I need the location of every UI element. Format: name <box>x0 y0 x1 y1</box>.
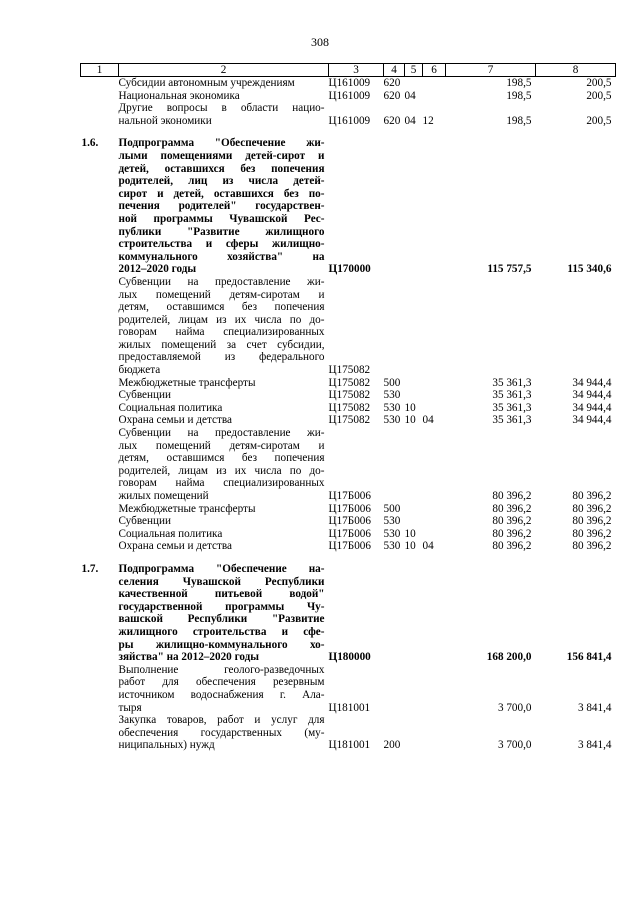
item-name-line: жилищного строительства и сфе- <box>118 625 325 638</box>
target-code: Ц17Б006 <box>328 502 371 515</box>
amount-col7: 3 700,0 <box>497 701 532 714</box>
table-row <box>81 414 616 427</box>
expense-type: 530 <box>383 515 401 528</box>
target-code: Ц170000 <box>328 263 371 276</box>
section-number <box>81 402 119 415</box>
item-name <box>119 714 329 752</box>
target-code: Ц181001 <box>328 701 371 714</box>
subsection-code <box>423 402 446 415</box>
item-name <box>119 427 329 503</box>
table-row <box>81 427 616 503</box>
item-name-line: Закупка товаров, работ и услуг для <box>118 714 325 727</box>
section-code <box>405 503 423 516</box>
section-number <box>81 77 119 90</box>
table-header-row <box>81 64 616 77</box>
section-code <box>405 515 423 528</box>
item-name-line: селения Чувашской Республики <box>118 575 325 588</box>
target-code: Ц17Б006 <box>328 515 371 528</box>
table-row <box>81 664 616 714</box>
section-code <box>405 377 423 390</box>
expense-type <box>384 137 405 276</box>
item-name-line: Субвенции на предоставление жи- <box>118 427 325 440</box>
section-number <box>81 528 119 541</box>
expense-type: 620 <box>383 114 401 127</box>
subprogram-row <box>81 137 616 276</box>
subsection-code <box>423 377 446 390</box>
item-name <box>119 402 329 415</box>
item-name-line: Субвенции на предоставление жи- <box>118 275 325 288</box>
amount-col8: 80 396,2 <box>572 502 612 515</box>
subsection-code: 12 <box>422 114 434 127</box>
subsection-code <box>423 503 446 516</box>
table-row <box>81 377 616 390</box>
amount-col8: 115 340,6 <box>567 263 612 276</box>
section-code <box>405 714 423 752</box>
section-code: 10 <box>404 540 416 553</box>
table-row <box>81 402 616 415</box>
spacer-cell <box>81 127 616 137</box>
subsection-code <box>423 515 446 528</box>
amount-col8: 34 944,4 <box>572 376 612 389</box>
section-number <box>81 389 119 402</box>
amount-col8: 34 944,4 <box>572 389 612 402</box>
expense-type: 530 <box>383 401 401 414</box>
expense-type: 200 <box>383 739 401 752</box>
column-header: 1 <box>81 64 119 77</box>
amount-col7: 198,5 <box>506 114 532 127</box>
column-header: 7 <box>446 64 536 77</box>
subsection-code <box>423 714 446 752</box>
expense-type: 620 <box>383 77 401 89</box>
item-name-line: сирот и детей, оставшихся без по- <box>118 187 325 200</box>
subsection-code <box>423 528 446 541</box>
subsection-code <box>423 563 446 664</box>
section-code: 04 <box>404 114 416 127</box>
target-code: Ц161009 <box>328 89 371 102</box>
subsection-code <box>423 276 446 377</box>
section-code: 10 <box>404 401 416 414</box>
target-code: Ц175082 <box>328 401 371 414</box>
section-number <box>81 664 119 714</box>
item-name-line: говорам найма специализированных <box>118 477 325 490</box>
section-spacer <box>81 127 616 137</box>
section-code <box>405 137 423 276</box>
item-name-line: строительства и сферы жилищно- <box>118 238 325 251</box>
item-name <box>119 540 329 553</box>
item-name <box>119 664 329 714</box>
section-number <box>81 414 119 427</box>
item-name-line: Выполнение геолого-разведочных <box>118 663 325 676</box>
amount-col8: 200,5 <box>586 89 612 102</box>
section-number <box>81 102 119 127</box>
amount-col7: 35 361,3 <box>492 401 532 414</box>
table-row <box>81 90 616 103</box>
target-code: Ц175082 <box>328 414 371 427</box>
amount-col8: 3 841,4 <box>577 701 612 714</box>
amount-col8 <box>536 276 616 377</box>
item-name-line: Социальная политика <box>118 527 223 540</box>
page-number: 308 <box>311 35 329 49</box>
expense-type: 530 <box>383 540 401 553</box>
section-number <box>81 90 119 103</box>
amount-col8: 80 396,2 <box>572 515 612 528</box>
section-code <box>405 276 423 377</box>
section-code <box>405 563 423 664</box>
item-name-line: родителей, лиц из числа детей- <box>118 175 325 188</box>
section-spacer <box>81 553 616 563</box>
section-number <box>81 377 119 390</box>
item-name <box>119 503 329 516</box>
table-row <box>81 540 616 553</box>
item-name <box>119 377 329 390</box>
target-code: Ц161009 <box>328 114 371 127</box>
item-name-line: говорам найма специализированных <box>118 326 325 339</box>
section-code: 10 <box>404 414 416 427</box>
amount-col7: 3 700,0 <box>497 739 532 752</box>
item-name-line: обеспечения государственных (му- <box>118 726 325 739</box>
subsection-code <box>423 77 446 90</box>
item-name-line: Социальная политика <box>118 401 223 414</box>
target-code: Ц17Б006 <box>328 490 371 502</box>
item-name-line: Субсидии автономным учреждениям <box>118 77 295 89</box>
subsection-code <box>423 90 446 103</box>
expense-type: 500 <box>383 502 401 515</box>
amount-col7: 35 361,3 <box>492 376 532 389</box>
item-name-line: тыря <box>118 701 142 714</box>
target-code: Ц175082 <box>328 376 371 389</box>
item-name-line: ниципальных) нужд <box>118 739 215 752</box>
item-name-line: Межбюджетные трансферты <box>118 376 256 389</box>
subsection-code <box>423 664 446 714</box>
item-name <box>119 515 329 528</box>
item-name-line: детей, оставшихся без попечения <box>118 162 325 175</box>
item-name-line: Подпрограмма "Обеспечение жи- <box>118 137 325 150</box>
amount-col8: 3 841,4 <box>577 739 612 752</box>
expense-type: 530 <box>383 414 401 427</box>
item-name <box>119 563 329 664</box>
section-code <box>405 77 423 90</box>
section-code <box>405 389 423 402</box>
item-name-line: работ для обеспечения резервным <box>118 676 325 689</box>
target-code: Ц161009 <box>328 77 371 89</box>
item-name-line: источником водоснабжения г. Ала- <box>118 688 325 701</box>
target-code: Ц17Б006 <box>328 527 371 540</box>
item-name-line: жилых помещений <box>118 490 209 502</box>
amount-col7: 115 757,5 <box>487 263 532 276</box>
subsection-code: 04 <box>422 414 434 427</box>
item-name <box>119 102 329 127</box>
item-name-line: вашской Республики "Развитие <box>118 613 325 626</box>
amount-col7: 80 396,2 <box>492 540 532 553</box>
section-number: 1.6. <box>81 137 99 150</box>
subsection-code: 04 <box>422 540 434 553</box>
section-code <box>405 427 423 503</box>
expense-type: 530 <box>383 389 401 402</box>
item-name-line: Охрана семьи и детства <box>118 540 232 553</box>
expense-type: 500 <box>383 376 401 389</box>
item-name-line: жилых помещений за счет субсидии, <box>118 338 325 351</box>
target-code: Ц180000 <box>328 651 371 664</box>
item-name-line: детям, оставшимся без попечения <box>118 452 325 465</box>
target-code: Ц175082 <box>328 389 371 402</box>
table-row <box>81 102 616 127</box>
section-number <box>81 276 119 377</box>
amount-col7: 80 396,2 <box>492 527 532 540</box>
expense-type <box>384 664 405 714</box>
section-number <box>81 515 119 528</box>
item-name-line: коммунального хозяйства" на <box>118 250 325 263</box>
column-header: 2 <box>119 64 329 77</box>
target-code: Ц181001 <box>328 739 371 752</box>
item-name <box>119 137 329 276</box>
table-row <box>81 714 616 752</box>
subprogram-row <box>81 563 616 664</box>
expense-type <box>384 563 405 664</box>
expense-type <box>384 427 405 503</box>
section-code: 10 <box>404 527 416 540</box>
amount-col8: 34 944,4 <box>572 414 612 427</box>
column-header: 6 <box>423 64 446 77</box>
item-name-line: Подпрограмма "Обеспечение на- <box>118 562 325 575</box>
amount-col7: 80 396,2 <box>492 490 532 502</box>
item-name <box>119 77 329 90</box>
column-header: 3 <box>329 64 384 77</box>
item-name-line: ры жилищно-коммунального хо- <box>118 638 325 651</box>
item-name-line: государственной программы Чу- <box>118 600 325 613</box>
item-name-line: лых помещений детям-сиротам и <box>118 439 325 452</box>
item-name <box>119 528 329 541</box>
item-name-line: публики "Развитие жилищного <box>118 225 325 238</box>
amount-col8: 80 396,2 <box>572 490 612 502</box>
item-name <box>119 276 329 377</box>
table-row <box>81 276 616 377</box>
target-code: Ц175082 <box>328 364 371 377</box>
section-number <box>81 540 119 553</box>
target-code: Ц17Б006 <box>328 540 371 553</box>
expense-type <box>384 276 405 377</box>
amount-col7: 35 361,3 <box>492 414 532 427</box>
item-name-line: родителей, лицам из их числа по до- <box>118 313 325 326</box>
item-name-line: Субвенции <box>118 389 171 402</box>
item-name-line: качественной питьевой водой" <box>118 588 325 601</box>
item-name <box>119 389 329 402</box>
amount-col7: 198,5 <box>506 77 532 89</box>
item-name <box>119 90 329 103</box>
item-name-line: лыми помещениями детей-сирот и <box>118 149 325 162</box>
item-name-line: лых помещений детям-сиротам и <box>118 288 325 301</box>
item-name <box>119 414 329 427</box>
subsection-code <box>423 427 446 503</box>
item-name-line: детям, оставшимся без попечения <box>118 301 325 314</box>
table-row <box>81 503 616 516</box>
item-name-line: предоставляемой из федерального <box>118 351 325 364</box>
budget-table <box>80 63 616 752</box>
item-name-line: зяйства" на 2012–2020 годы <box>118 651 260 664</box>
item-name-line: Охрана семьи и детства <box>118 414 232 427</box>
section-code: 04 <box>404 89 416 102</box>
table-row <box>81 515 616 528</box>
amount-col8: 200,5 <box>586 114 612 127</box>
amount-col8: 34 944,4 <box>572 401 612 414</box>
item-name-line: нальной экономики <box>118 114 212 127</box>
amount-col7: 80 396,2 <box>492 515 532 528</box>
amount-col8: 156 841,4 <box>566 651 612 664</box>
item-name-line: родителей, лицам из их числа по до- <box>118 464 325 477</box>
section-number <box>81 427 119 503</box>
amount-col8: 80 396,2 <box>572 540 612 553</box>
amount-col7: 35 361,3 <box>492 389 532 402</box>
table-row <box>81 389 616 402</box>
amount-col7 <box>446 276 536 377</box>
column-header: 8 <box>536 64 616 77</box>
section-number <box>81 714 119 752</box>
amount-col7: 168 200,0 <box>486 651 532 664</box>
amount-col8: 200,5 <box>586 77 612 89</box>
section-number: 1.7. <box>81 562 99 575</box>
amount-col8: 80 396,2 <box>572 527 612 540</box>
subsection-code <box>423 137 446 276</box>
item-name-line: бюджета <box>118 364 161 377</box>
spacer-cell <box>81 553 616 563</box>
item-name-line: ной программы Чувашской Рес- <box>118 212 325 225</box>
section-number <box>81 503 119 516</box>
item-name-line: Субвенции <box>118 515 171 528</box>
expense-type: 620 <box>383 89 401 102</box>
table-row <box>81 528 616 541</box>
section-code <box>405 664 423 714</box>
item-name-line: Межбюджетные трансферты <box>118 502 256 515</box>
table-body <box>81 77 616 752</box>
item-name-line: Национальная экономика <box>118 89 240 102</box>
expense-type: 530 <box>383 527 401 540</box>
item-name-line: Другие вопросы в области нацио- <box>118 102 325 115</box>
column-header: 5 <box>405 64 423 77</box>
subsection-code <box>423 389 446 402</box>
table-row <box>81 77 616 90</box>
item-name-line: 2012–2020 годы <box>118 263 197 276</box>
column-header: 4 <box>384 64 405 77</box>
item-name-line: печения родителей" государствен- <box>118 200 325 213</box>
amount-col7: 198,5 <box>506 89 532 102</box>
amount-col7: 80 396,2 <box>492 502 532 515</box>
